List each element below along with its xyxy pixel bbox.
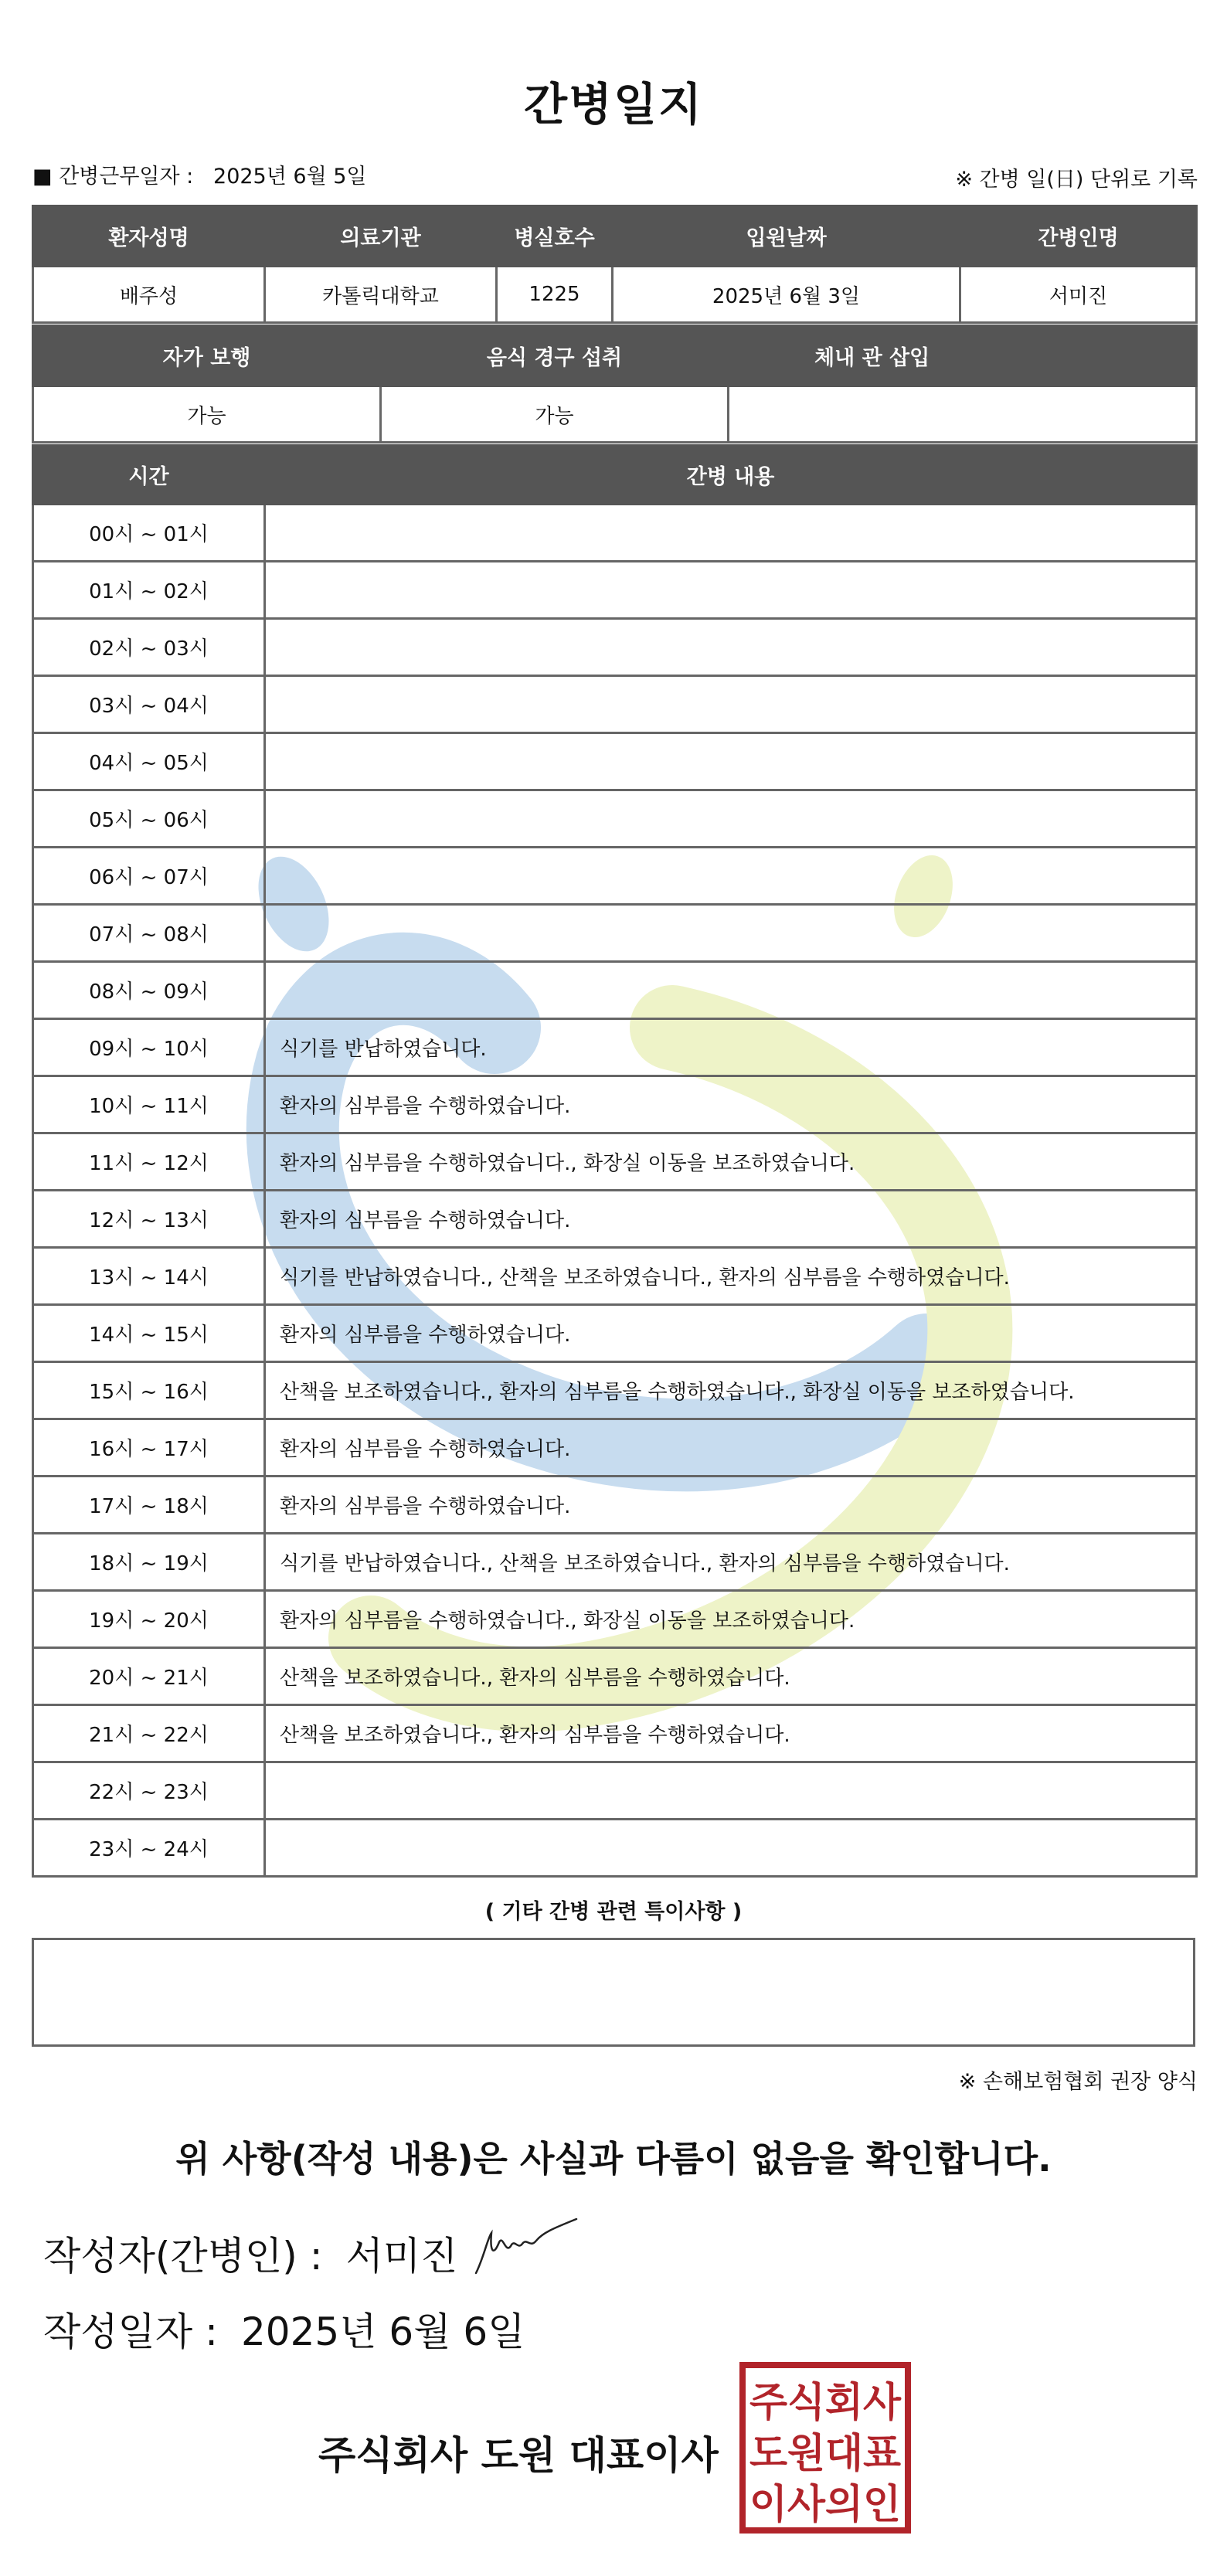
table-row [33,1362,1197,1419]
table-row [33,676,1197,733]
log-time: 14시 ~ 15시 [33,1305,265,1362]
log-content [265,676,1197,733]
log-time: 15시 ~ 16시 [33,1362,265,1419]
log-content: 환자의 심부름을 수행하였습니다., 화장실 이동을 보조하였습니다. [265,1133,1197,1191]
log-time: 23시 ~ 24시 [33,1820,265,1877]
log-content [265,848,1197,905]
log-time: 21시 ~ 22시 [33,1705,265,1762]
log-time: 20시 ~ 21시 [33,1648,265,1705]
written-date-label: 작성일자 : [43,2309,218,2354]
log-content: 식기를 반납하였습니다. [265,1019,1197,1076]
log-content: 산책을 보조하였습니다., 환자의 심부름을 수행하였습니다., 화장실 이동을 보조하였습니다. [265,1362,1197,1419]
table-row [33,267,1197,323]
table-row [33,1076,1197,1133]
work-date-value: 2025년 6월 5일 [213,165,367,189]
header-patient-name: 환자성명 [33,206,265,267]
log-time: 06시 ~ 07시 [33,848,265,905]
table-row [33,1762,1197,1820]
log-content [265,1762,1197,1820]
table-row [33,1305,1197,1362]
log-time: 02시 ~ 03시 [33,619,265,676]
log-time: 13시 ~ 14시 [33,1248,265,1305]
table-header-row [33,446,1197,505]
log-content [265,562,1197,619]
source-note: ※ 손해보험협회 권장 양식 [958,2070,1198,2094]
table-row [33,1705,1197,1762]
table-row [33,505,1197,562]
header-room-number: 병실호수 [497,206,613,267]
header-caregiver-name: 간병인명 [960,206,1197,267]
written-date-value: 2025년 6월 6일 [240,2309,525,2354]
log-time: 18시 ~ 19시 [33,1534,265,1591]
table-row [33,790,1197,848]
care-log-table [32,444,1198,1878]
log-content: 환자의 심부름을 수행하였습니다. [265,1076,1197,1133]
table-row [33,386,1197,443]
log-content [265,962,1197,1019]
room-number: 1225 [497,267,613,323]
log-time: 09시 ~ 10시 [33,1019,265,1076]
header-oral-intake: 음식 경구 섭취 [381,326,729,386]
tube-insertion-value [729,386,1197,443]
log-time: 04시 ~ 05시 [33,733,265,790]
log-content [265,505,1197,562]
header-admission-date: 입원날짜 [613,206,960,267]
log-time: 12시 ~ 13시 [33,1191,265,1248]
log-time: 03시 ~ 04시 [33,676,265,733]
table-row [33,733,1197,790]
log-content [265,905,1197,962]
table-row [33,1191,1197,1248]
log-time: 07시 ~ 08시 [33,905,265,962]
log-time: 05시 ~ 06시 [33,790,265,848]
log-content: 식기를 반납하였습니다., 산책을 보조하였습니다., 환자의 심부름을 수행하였습니다. [265,1534,1197,1591]
log-time: 10시 ~ 11시 [33,1076,265,1133]
page-title: 간병일지 [523,78,704,131]
patient-info-table [32,205,1198,324]
table-row [33,905,1197,962]
special-notes-title: ( 기타 간병 관련 특이사항 ) [484,1900,743,1924]
log-time: 01시 ~ 02시 [33,562,265,619]
table-header-row [33,206,1197,267]
table-row [33,1534,1197,1591]
log-time: 11시 ~ 12시 [33,1133,265,1191]
log-time: 19시 ~ 20시 [33,1591,265,1648]
log-content: 환자의 심부름을 수행하였습니다. [265,1419,1197,1477]
work-date-label: ■ 간병근무일자 : [32,165,194,189]
header-time: 시간 [33,446,265,505]
table-row [33,962,1197,1019]
log-content: 식기를 반납하였습니다., 산책을 보조하였습니다., 환자의 심부름을 수행하였습니다. [265,1248,1197,1305]
writer-label: 작성자(간병인) : [43,2234,323,2279]
log-time: 22시 ~ 23시 [33,1762,265,1820]
table-row [33,1133,1197,1191]
log-content [265,790,1197,848]
table-row [33,1019,1197,1076]
table-header-row [33,326,1197,386]
header-hospital: 의료기관 [265,206,497,267]
log-time: 08시 ~ 09시 [33,962,265,1019]
table-row [33,1248,1197,1305]
log-content [265,619,1197,676]
patient-name: 배주성 [33,267,265,323]
table-row [33,1820,1197,1877]
log-content: 환자의 심부름을 수행하였습니다. [265,1477,1197,1534]
header-tube-insertion: 체내 관 삽입 [729,326,1197,386]
header-self-walking: 자가 보행 [33,326,381,386]
svg-text:주식회사: 주식회사 [749,2380,902,2426]
header-care-content: 간병 내용 [265,446,1197,505]
svg-text:도원대표: 도원대표 [749,2431,901,2477]
log-content: 산책을 보조하였습니다., 환자의 심부름을 수행하였습니다. [265,1705,1197,1762]
patient-status-table [32,325,1198,443]
admission-date: 2025년 6월 3일 [613,267,960,323]
company-representative: 주식회사 도원 대표이사 [318,2433,719,2478]
log-content: 산책을 보조하였습니다., 환자의 심부름을 수행하였습니다. [265,1648,1197,1705]
svg-text:이사의인: 이사의인 [749,2482,901,2528]
log-time: 00시 ~ 01시 [33,505,265,562]
hospital: 카톨릭대학교 [265,267,497,323]
table-row [33,848,1197,905]
oral-intake-value: 가능 [381,386,729,443]
confirmation-statement: 위 사항(작성 내용)은 사실과 다름이 없음을 확인합니다. [175,2138,1052,2180]
table-row [33,1648,1197,1705]
log-content [265,1820,1197,1877]
log-time: 16시 ~ 17시 [33,1419,265,1477]
table-row [33,562,1197,619]
log-time: 17시 ~ 18시 [33,1477,265,1534]
table-row [33,1591,1197,1648]
table-row [33,1419,1197,1477]
log-content: 환자의 심부름을 수행하였습니다., 화장실 이동을 보조하였습니다. [265,1591,1197,1648]
writer-name: 서미진 [345,2234,458,2279]
log-content: 환자의 심부름을 수행하였습니다. [265,1305,1197,1362]
self-walking-value: 가능 [33,386,381,443]
caregiver-name: 서미진 [960,267,1197,323]
log-content: 환자의 심부름을 수행하였습니다. [265,1191,1197,1248]
table-row [33,619,1197,676]
table-row [33,1477,1197,1534]
log-content [265,733,1197,790]
unit-note: ※ 간병 일(日) 단위로 기록 [955,168,1198,192]
